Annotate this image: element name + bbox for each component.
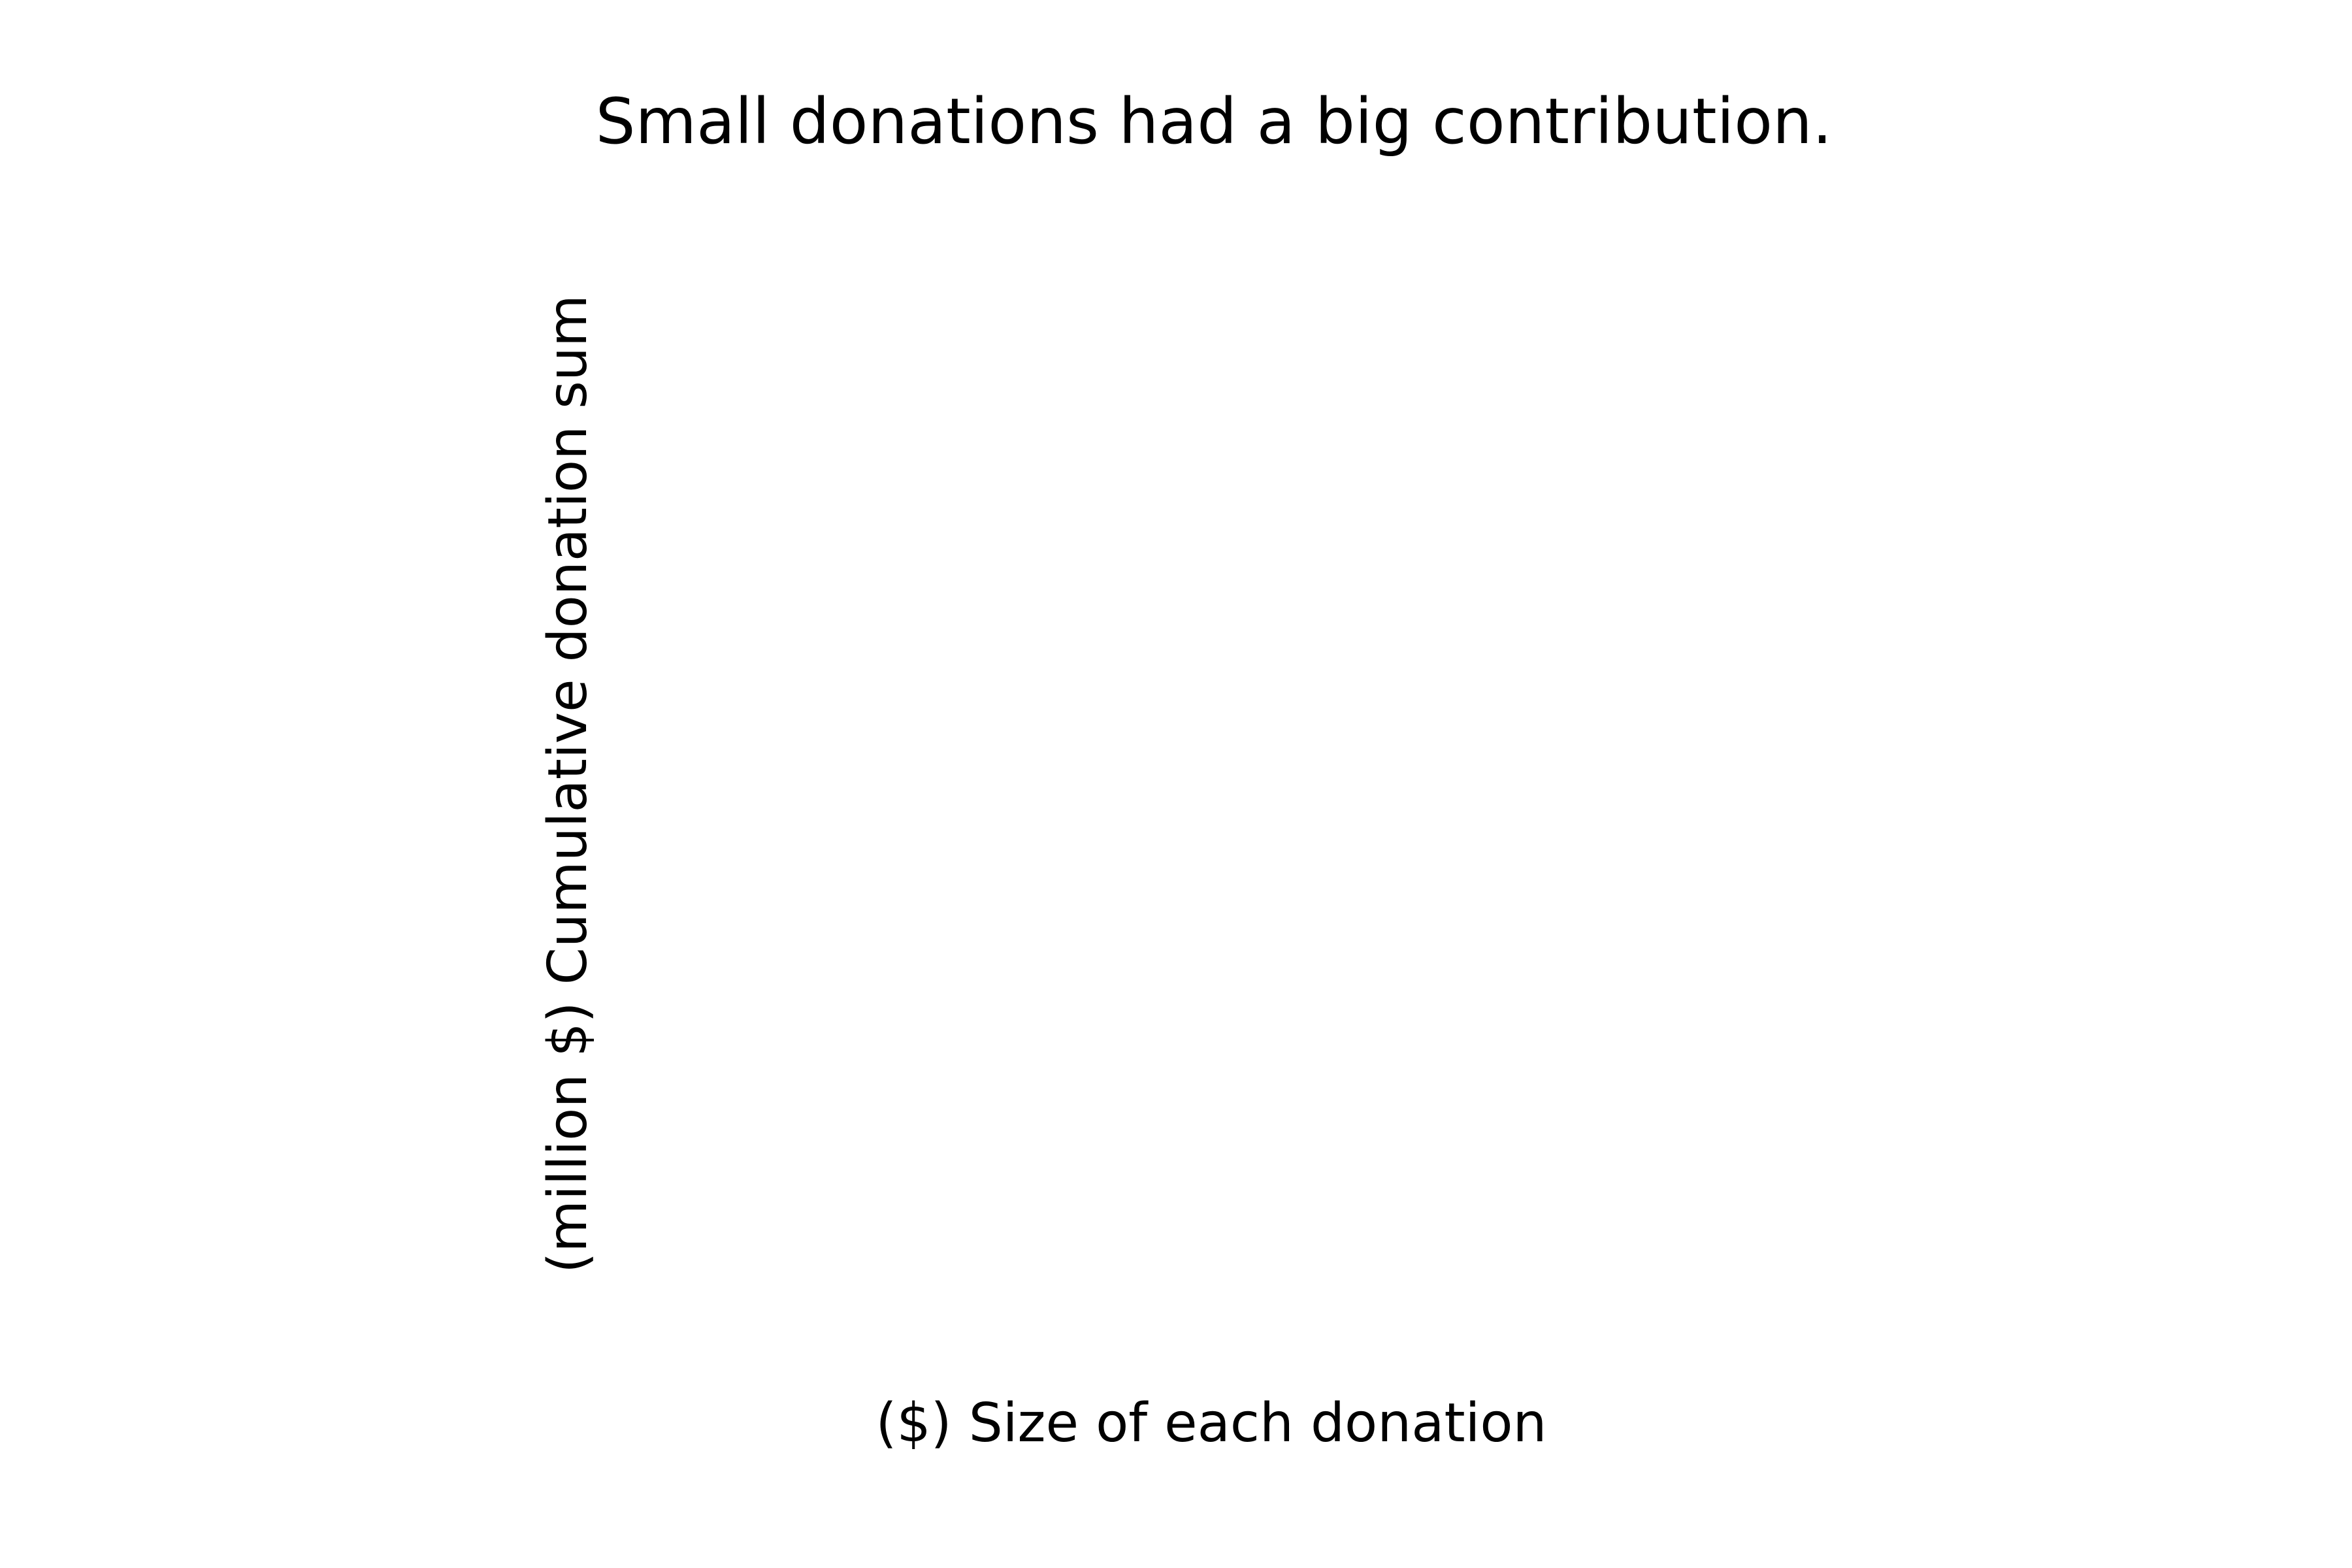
y-axis-label: (million $) Cumulative donation sum — [537, 295, 599, 1273]
plot-area — [588, 216, 1764, 1326]
x-axis-label: ($) Size of each donation — [875, 1392, 1547, 1454]
chart-title: Small donations had a big contribution. — [595, 85, 1833, 158]
